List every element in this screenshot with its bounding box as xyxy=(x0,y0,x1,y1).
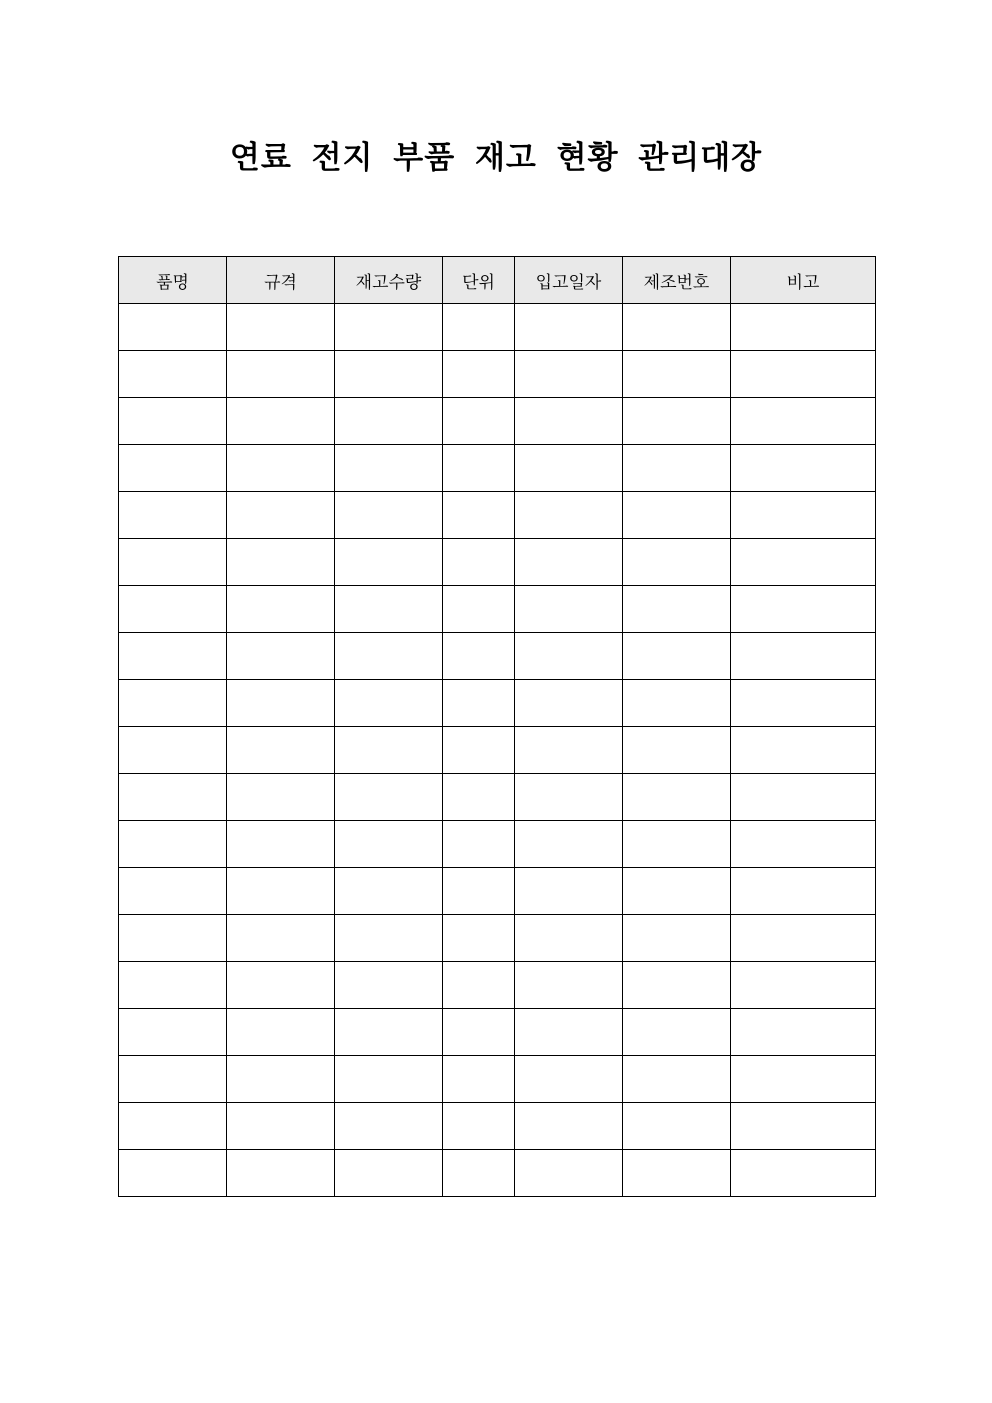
header-row xyxy=(119,257,876,304)
table-cell[interactable] xyxy=(515,1056,623,1103)
table-row xyxy=(119,868,876,915)
table-cell[interactable] xyxy=(623,868,731,915)
table-cell[interactable] xyxy=(119,868,227,915)
table-cell[interactable] xyxy=(623,915,731,962)
table-cell[interactable] xyxy=(443,1009,515,1056)
table-cell[interactable] xyxy=(119,1150,227,1197)
table-row xyxy=(119,304,876,351)
header-unit: 단위 xyxy=(443,257,515,304)
table-cell[interactable] xyxy=(731,727,876,774)
table-cell[interactable] xyxy=(335,680,443,727)
table-cell[interactable] xyxy=(731,1150,876,1197)
table-row xyxy=(119,1150,876,1197)
table-cell[interactable] xyxy=(119,1056,227,1103)
table-cell[interactable] xyxy=(515,915,623,962)
table-cell[interactable] xyxy=(515,398,623,445)
table-cell[interactable] xyxy=(623,586,731,633)
table-row xyxy=(119,633,876,680)
table-cell[interactable] xyxy=(443,680,515,727)
table-cell[interactable] xyxy=(119,774,227,821)
table-cell[interactable] xyxy=(335,351,443,398)
table-cell[interactable] xyxy=(515,868,623,915)
header-item-name: 품명 xyxy=(119,257,227,304)
table-cell[interactable] xyxy=(119,633,227,680)
table-cell[interactable] xyxy=(731,962,876,1009)
table-cell[interactable] xyxy=(623,727,731,774)
table-cell[interactable] xyxy=(227,1103,335,1150)
table-cell[interactable] xyxy=(731,492,876,539)
header-stock-quantity: 재고수량 xyxy=(335,257,443,304)
table-cell[interactable] xyxy=(515,821,623,868)
table-row xyxy=(119,962,876,1009)
table-cell[interactable] xyxy=(335,1150,443,1197)
table-cell[interactable] xyxy=(515,1150,623,1197)
table-cell[interactable] xyxy=(227,727,335,774)
table-cell[interactable] xyxy=(623,821,731,868)
table-cell[interactable] xyxy=(443,868,515,915)
table-cell[interactable] xyxy=(443,1056,515,1103)
table-cell[interactable] xyxy=(443,586,515,633)
table-cell[interactable] xyxy=(731,633,876,680)
table-cell[interactable] xyxy=(731,586,876,633)
table-cell[interactable] xyxy=(227,821,335,868)
table-cell[interactable] xyxy=(515,304,623,351)
table-cell[interactable] xyxy=(335,727,443,774)
table-cell[interactable] xyxy=(731,1103,876,1150)
table-cell[interactable] xyxy=(623,1103,731,1150)
table-cell[interactable] xyxy=(335,492,443,539)
table-cell[interactable] xyxy=(623,351,731,398)
table-cell[interactable] xyxy=(515,351,623,398)
table-cell[interactable] xyxy=(227,680,335,727)
header-remarks: 비고 xyxy=(731,257,876,304)
header-serial-number: 제조번호 xyxy=(623,257,731,304)
table-cell[interactable] xyxy=(443,962,515,1009)
table-cell[interactable] xyxy=(731,680,876,727)
table-cell[interactable] xyxy=(443,633,515,680)
table-cell[interactable] xyxy=(443,1150,515,1197)
table-cell[interactable] xyxy=(119,962,227,1009)
table-cell[interactable] xyxy=(119,398,227,445)
table-cell[interactable] xyxy=(731,539,876,586)
table-cell[interactable] xyxy=(623,1009,731,1056)
table-row xyxy=(119,727,876,774)
table-cell[interactable] xyxy=(335,633,443,680)
table-cell[interactable] xyxy=(731,1056,876,1103)
table-cell[interactable] xyxy=(119,351,227,398)
table-cell[interactable] xyxy=(227,586,335,633)
page-title: 연료 전지 부품 재고 현황 관리대장 xyxy=(229,140,763,176)
table-cell[interactable] xyxy=(227,304,335,351)
table-row xyxy=(119,539,876,586)
table-cell[interactable] xyxy=(335,445,443,492)
table-cell[interactable] xyxy=(227,1056,335,1103)
table-cell[interactable] xyxy=(731,304,876,351)
table-cell[interactable] xyxy=(335,1009,443,1056)
table-cell[interactable] xyxy=(119,445,227,492)
table-cell[interactable] xyxy=(227,633,335,680)
table-cell[interactable] xyxy=(515,539,623,586)
table-cell[interactable] xyxy=(731,915,876,962)
table-cell[interactable] xyxy=(227,915,335,962)
table-cell[interactable] xyxy=(515,774,623,821)
table-row xyxy=(119,351,876,398)
ledger-body xyxy=(119,304,876,1197)
table-cell[interactable] xyxy=(623,1150,731,1197)
table-row xyxy=(119,915,876,962)
table-cell[interactable] xyxy=(443,1103,515,1150)
table-row xyxy=(119,492,876,539)
inventory-ledger-table xyxy=(118,256,876,1197)
table-cell[interactable] xyxy=(119,304,227,351)
table-cell[interactable] xyxy=(623,962,731,1009)
table-cell[interactable] xyxy=(623,445,731,492)
table-row xyxy=(119,586,876,633)
table-cell[interactable] xyxy=(227,1009,335,1056)
table-cell[interactable] xyxy=(731,821,876,868)
table-cell[interactable] xyxy=(119,915,227,962)
table-cell[interactable] xyxy=(119,492,227,539)
table-cell[interactable] xyxy=(443,821,515,868)
table-cell[interactable] xyxy=(443,774,515,821)
table-cell[interactable] xyxy=(227,962,335,1009)
table-cell[interactable] xyxy=(443,304,515,351)
table-cell[interactable] xyxy=(335,539,443,586)
table-cell[interactable] xyxy=(443,727,515,774)
table-cell[interactable] xyxy=(119,1103,227,1150)
table-cell[interactable] xyxy=(335,774,443,821)
table-cell[interactable] xyxy=(515,492,623,539)
table-cell[interactable] xyxy=(227,351,335,398)
table-cell[interactable] xyxy=(119,680,227,727)
table-cell[interactable] xyxy=(335,586,443,633)
table-row xyxy=(119,1103,876,1150)
table-cell[interactable] xyxy=(515,1103,623,1150)
table-cell[interactable] xyxy=(623,492,731,539)
table-cell[interactable] xyxy=(443,445,515,492)
table-cell[interactable] xyxy=(515,1009,623,1056)
table-cell[interactable] xyxy=(731,1009,876,1056)
table-cell[interactable] xyxy=(335,1056,443,1103)
table-cell[interactable] xyxy=(515,727,623,774)
table-row xyxy=(119,1009,876,1056)
table-cell[interactable] xyxy=(731,774,876,821)
table-cell[interactable] xyxy=(443,492,515,539)
table-cell[interactable] xyxy=(119,586,227,633)
table-cell[interactable] xyxy=(515,962,623,1009)
table-cell[interactable] xyxy=(335,868,443,915)
table-cell[interactable] xyxy=(623,304,731,351)
table-cell[interactable] xyxy=(119,1009,227,1056)
table-row xyxy=(119,774,876,821)
table-cell[interactable] xyxy=(335,821,443,868)
table-cell[interactable] xyxy=(227,774,335,821)
table-cell[interactable] xyxy=(335,1103,443,1150)
table-cell[interactable] xyxy=(623,1056,731,1103)
table-cell[interactable] xyxy=(623,774,731,821)
table-cell[interactable] xyxy=(335,962,443,1009)
table-cell[interactable] xyxy=(443,398,515,445)
table-cell[interactable] xyxy=(119,727,227,774)
table-cell[interactable] xyxy=(119,821,227,868)
table-row xyxy=(119,821,876,868)
table-cell[interactable] xyxy=(119,539,227,586)
table-cell[interactable] xyxy=(731,868,876,915)
table-row xyxy=(119,445,876,492)
table-cell[interactable] xyxy=(443,539,515,586)
table-cell[interactable] xyxy=(731,445,876,492)
table-cell[interactable] xyxy=(623,680,731,727)
table-cell[interactable] xyxy=(623,398,731,445)
table-cell[interactable] xyxy=(515,633,623,680)
table-cell[interactable] xyxy=(335,915,443,962)
table-row xyxy=(119,398,876,445)
table-cell[interactable] xyxy=(515,586,623,633)
table-cell[interactable] xyxy=(227,445,335,492)
table-cell[interactable] xyxy=(443,915,515,962)
table-cell[interactable] xyxy=(335,398,443,445)
table-cell[interactable] xyxy=(731,398,876,445)
table-cell[interactable] xyxy=(227,398,335,445)
table-row xyxy=(119,680,876,727)
table-cell[interactable] xyxy=(227,539,335,586)
table-cell[interactable] xyxy=(623,633,731,680)
table-cell[interactable] xyxy=(515,680,623,727)
table-cell[interactable] xyxy=(731,351,876,398)
table-cell[interactable] xyxy=(227,492,335,539)
table-cell[interactable] xyxy=(515,445,623,492)
table-row xyxy=(119,1056,876,1103)
table-cell[interactable] xyxy=(227,1150,335,1197)
table-cell[interactable] xyxy=(443,351,515,398)
header-specification: 규격 xyxy=(227,257,335,304)
table-cell[interactable] xyxy=(623,539,731,586)
header-receipt-date: 입고일자 xyxy=(515,257,623,304)
table-cell[interactable] xyxy=(335,304,443,351)
table-cell[interactable] xyxy=(227,868,335,915)
